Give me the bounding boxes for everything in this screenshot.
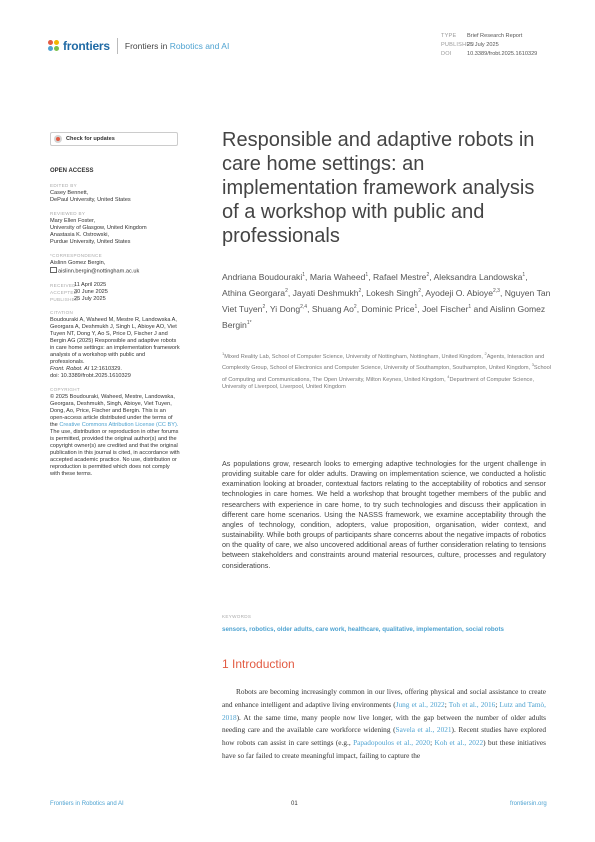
author-affiliation-marker: 2 — [262, 304, 266, 311]
date-key: ACCEPTED — [50, 289, 78, 295]
reviewed-by-label: REVIEWED BY — [50, 211, 86, 216]
citation-journal: Front. Robot. AI — [50, 365, 90, 372]
meta-key: DOI — [441, 51, 452, 57]
citation-text: Boudouraki A, Waheed M, Mestre R, Landowska A, Georgara A, Deshmukh J, Singh L, Abioye AO, Viet Tuyen NT, Dong Y, Ao S, Price D, Fischer J and Bergin AG (2025) Responsible and adaptive robots in care home settings: an implementation framework analysis of a workshop with public and professionals. — [50, 316, 180, 365]
journal-header — [48, 38, 229, 54]
intro-text-run: Robots are becoming increasingly common in our lives, offering physical and social assistance to create and enhance intelligent and adaptive living environments ( — [222, 687, 546, 709]
date-value: 11 April 2025 — [74, 281, 107, 288]
correspondence-name: Aislinn Gomez Bergin, — [50, 260, 106, 266]
citation-link[interactable]: Koh et al., 2022 — [434, 738, 484, 747]
journal-prefix: Frontiers in — [124, 41, 168, 51]
correspondence — [50, 252, 180, 276]
edited-by-label: EDITED BY — [50, 183, 77, 188]
author-name: Rafael Mestre — [372, 271, 427, 282]
date-value: 30 June 2025 — [74, 288, 108, 295]
reviewed-by — [50, 210, 180, 246]
author-affiliation-marker: 1 — [468, 304, 472, 311]
author-affiliation-marker: 2 — [285, 288, 288, 295]
meta-value: Brief Research Report — [467, 33, 523, 39]
abstract: As populations grow, research looks to emerging adaptive technologies for the urgent challenge in providing suitable care for older adults. Drawing on implementation science, we conducted a holistic examination looking at broader, contextual factors relating to the acceptability of robotics and sensor technologies in care homes. We held a workshop that brought together members of the public and researchers with experience in care home, to try such technologies and discuss their application in different care home scenarios. Using the NASSS framework, we examine acceptability through the angles of technology, condition, adopters, value proposition, organisation, wider context, and sustainability. While both groups of participants share concerns about the negative impacts of robotics on the quality of care, we also uncovered additional areas of further consideration relating to tensions between stakeholders and constraints around material resources, culture, processes and regulatory considerations. — [222, 459, 546, 570]
author-name: Ayodeji O. Abioye — [425, 287, 493, 298]
footer-journal-name: Robotics and AI — [81, 801, 124, 807]
intro-text-run: ). At the same time, many people now live longer, with the gap between the number of older adults needing care and the available care workforce widening ( — [222, 712, 546, 735]
citation-label: CITATION — [50, 309, 74, 315]
editor-name: Casey Bennett, — [50, 190, 89, 196]
author-affiliation-marker: 2,4 — [300, 304, 308, 311]
author-name: Aleksandra Landowska — [433, 271, 523, 282]
author-affiliation-marker: 1 — [414, 304, 418, 311]
check-updates-label: Check for updates — [66, 136, 115, 142]
meta-row-type — [441, 32, 537, 41]
citation-link[interactable]: Toh et al., 2016 — [448, 699, 496, 709]
author-name: Dominic Price — [361, 303, 415, 314]
intro-text-run: ). Recent studies have explored how robots can assist in care settings (e.g., — [222, 725, 546, 747]
affiliations — [222, 350, 552, 392]
author-name: Athina Georgara — [222, 287, 286, 298]
date-received — [50, 282, 180, 289]
page-number: 01 — [291, 801, 298, 807]
meta-value: 10.3389/frobt.2025.1610329 — [467, 51, 538, 57]
copyright-text-after: The use, distribution or reproduction in other forums is permitted, provided the original author(s) and the copyright owner(s) are credited and that the original publication in this journal is cited, in accordance with accepted academic practice. No use, distribution or reproduction is permitted which does not comply with these terms. — [50, 428, 180, 477]
correspondence-email[interactable]: aislinn.bergin@nottingham.ac.uk — [58, 268, 140, 275]
citation-link[interactable]: Savela et al., 2021 — [395, 725, 452, 735]
meta-value: 25 July 2025 — [467, 42, 499, 48]
author-affiliation-marker: 1 — [522, 272, 526, 278]
meta-row-doi — [441, 50, 537, 59]
citation-volume: 12:1610329. — [90, 365, 122, 372]
author-name: Andriana Boudouraki — [222, 271, 303, 282]
date-key: PUBLISHED — [50, 296, 79, 302]
citation-link[interactable]: Jung et al., 2022 — [395, 699, 445, 709]
sidebar — [50, 168, 180, 484]
meta-key: TYPE — [441, 33, 457, 39]
intro-text-run: ; — [444, 699, 449, 709]
intro-text-run: ; — [495, 699, 500, 709]
author-name: Joel Fischer — [422, 303, 469, 314]
introduction-paragraph — [222, 686, 546, 763]
citation-journal-row — [50, 366, 180, 373]
meta-row-published — [441, 41, 537, 50]
affiliation-marker: 4 — [447, 373, 450, 379]
date-accepted — [50, 289, 180, 296]
date-key: RECEIVED — [50, 282, 76, 288]
citation-doi: doi: 10.3389/frobt.2025.1610329 — [50, 372, 131, 379]
affiliation-marker: 3 — [531, 362, 534, 368]
affiliation-text: Mixed Reality Lab, School of Computer Science, University of Nottingham, Nottingham, United Kingdom, — [224, 353, 485, 360]
affiliation-marker: 2 — [484, 351, 487, 356]
copyright-text — [50, 394, 180, 478]
affiliation-text: School of Computing and Communications, The Open University, Milton Keynes, United Kingdom, — [222, 365, 552, 383]
journal-title — [125, 41, 229, 51]
header-divider — [117, 38, 118, 54]
footer-journal-prefix: Frontiers in — [50, 801, 81, 807]
reviewer-affiliation: Purdue University, United States — [50, 239, 131, 245]
author-name: Shuang Ao — [311, 303, 354, 314]
copyright-label: COPYRIGHT — [50, 386, 81, 392]
author-name: Yi Dong — [269, 303, 301, 314]
date-value: 25 July 2025 — [74, 295, 106, 302]
article-meta — [441, 32, 537, 59]
reviewer-name: Anastasia K. Ostrowski, — [50, 232, 110, 238]
author-affiliation-marker: 2 — [353, 304, 357, 311]
open-access-label: OPEN ACCESS — [50, 168, 94, 174]
frontiers-logo-icon — [48, 40, 60, 52]
affiliation-text: Department of Computer Science, University of Liverpool, Liverpool, United Kingdom — [222, 376, 535, 391]
author-name: Maria Waheed — [309, 271, 366, 282]
author-name: Jayati Deshmukh — [292, 287, 359, 298]
author-affiliation-marker: 1 — [365, 272, 369, 278]
citation-link[interactable]: Lutz and Tamò, 2018 — [222, 699, 546, 722]
keywords-label: KEYWORDS — [222, 614, 252, 619]
author-list: Andriana Boudouraki$^1$, Maria Waheed$^1$, Rafael Mestre$^2$, Aleksandra Landowska$^1$, Athina Georgara$^2$, Jayati Deshmukh$^2$, Lokesh Singh$^2$, Ayodeji O. Abioye$^{2,3}$, Nguyen Tan Viet Tuyen$^2$, Yi Dong$^{2,4}$, Shuang Ao$^2$, Dominic Price$^1$, Joel Fischer$^1$ and Aislinn Gomez Bergin$^{1*}$ — [222, 271, 551, 331]
intro-text-run: ; — [430, 738, 435, 747]
author-name: Lokesh Singh — [366, 287, 419, 298]
citation-link[interactable]: Papadopoulos et al., 2020 — [353, 738, 431, 747]
author-name: Aislinn Gomez Bergin — [222, 303, 546, 331]
copyright — [50, 386, 180, 478]
author-affiliation-marker: 2,3 — [492, 288, 500, 295]
reviewer-affiliation: University of Glasgow, United Kingdom — [50, 225, 147, 231]
copyright-text-before: © 2025 Boudouraki, Waheed, Mestre, Landowska, Georgara, Deshmukh, Singh, Abioye, Viet Tuyen, Dong, Ao, Price, Fischer and Bergin. This is an open-access article distributed under the terms of the — [50, 393, 175, 428]
author-affiliation-marker: 1 — [302, 272, 306, 278]
reviewer-name: Mary Ellen Foster, — [50, 218, 96, 224]
author-affiliation-marker: 2 — [426, 272, 430, 278]
date-published — [50, 296, 180, 303]
check-updates-icon — [54, 135, 62, 143]
edited-by — [50, 182, 180, 204]
author-name: Nguyen Tan Viet Tuyen — [222, 287, 551, 314]
email-icon — [50, 267, 57, 273]
keywords: sensors, robotics, older adults, care work, healthcare, qualitative, implementation, social robots — [222, 626, 504, 633]
footer-journal — [50, 801, 124, 807]
journal-name: Robotics and AI — [169, 41, 230, 51]
correspondence-email-row — [50, 267, 180, 276]
author-affiliation-marker: 1* — [246, 320, 252, 327]
introduction-text — [222, 686, 546, 763]
correspondence-label: *CORRESPONDENCE — [50, 253, 102, 258]
article-title: Responsible and adaptive robots in care home settings: an implementation framework analysis of a workshop with public and professionals — [222, 129, 535, 247]
author-affiliation-marker: 2 — [358, 288, 362, 295]
footer-site-link[interactable]: frontiersin.org — [510, 801, 547, 807]
section-heading-introduction: 1 Introduction — [222, 657, 295, 671]
editor-affiliation: DePaul University, United States — [50, 197, 131, 203]
meta-key: PUBLISHED — [441, 42, 475, 48]
dates — [50, 282, 180, 303]
citation — [50, 309, 180, 380]
cc-by-license-link[interactable]: Creative Commons Attribution License (CC BY). — [59, 421, 179, 428]
affiliation-text: Agents, Interaction and Complexity Group, School of Electronics and Computer Science, University of Southampton, Southampton, United Kingdom, — [222, 353, 545, 372]
check-updates-button[interactable] — [50, 132, 178, 146]
author-affiliation-marker: 2 — [418, 288, 421, 295]
brand-name: frontiers — [63, 39, 110, 53]
intro-text-run: ) but these initiatives have so far failed to create meaningful impact, failing to capture the — [222, 738, 546, 760]
affiliation-marker: 1 — [222, 351, 225, 356]
